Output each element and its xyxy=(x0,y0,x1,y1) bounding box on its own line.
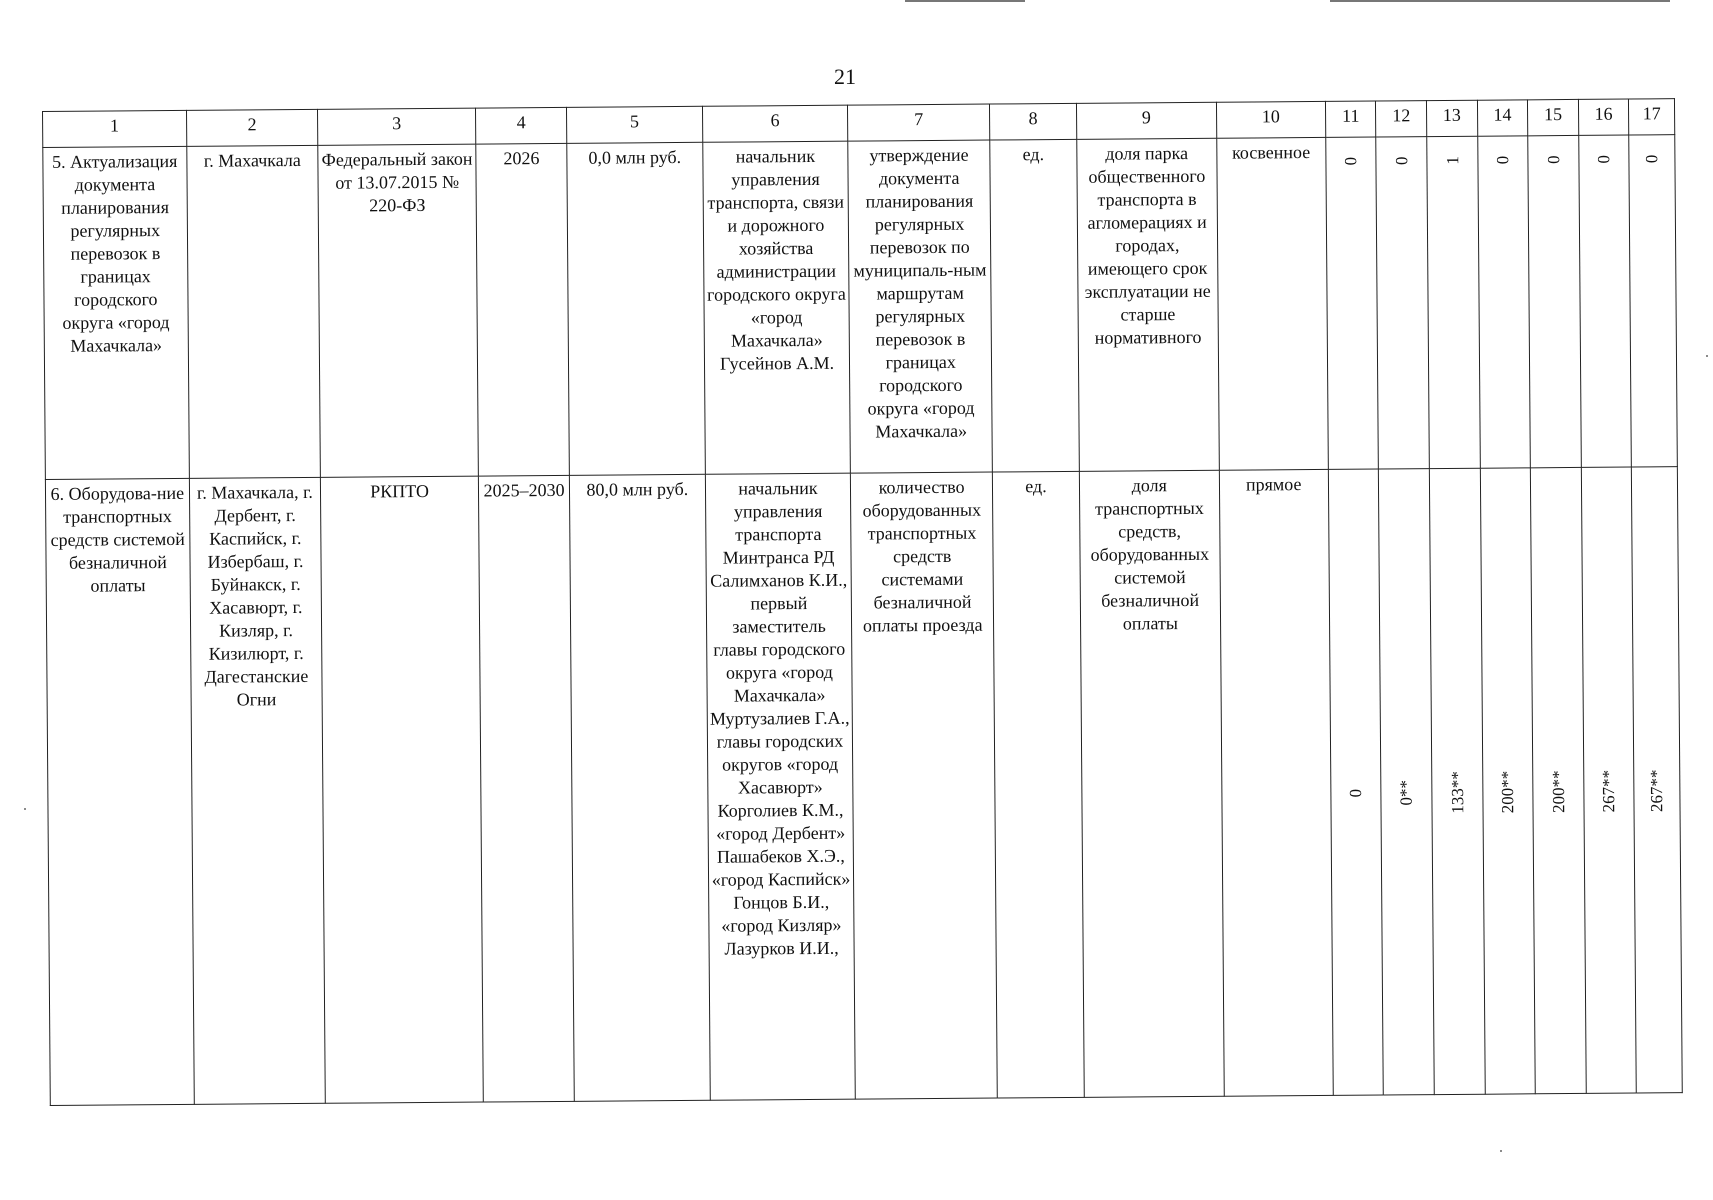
column-header: 8 xyxy=(989,103,1076,140)
value-text: 0 xyxy=(1493,155,1513,164)
funding: 80,0 млн руб. xyxy=(569,474,709,1101)
column-header: 2 xyxy=(186,109,318,146)
column-header: 13 xyxy=(1426,100,1477,136)
value-text: 0 xyxy=(1642,154,1662,163)
value-text: 0 xyxy=(1594,154,1614,164)
responsible: начальник управления транспорта Минтранса РД Салимханов К.И., первый заместитель главы городского округа «город Махачкала» Муртузалиев Г.А., главы городских округов «город Хасавюрт» Корголиев К.М., «город Дербент» Пашабеков Х.Э., «город Каспийск» Гонцов Б.И., «город Кизляр» Лазурков И.И., xyxy=(705,473,856,1100)
value-cell xyxy=(1579,135,1632,467)
table-row xyxy=(45,467,1682,1106)
column-header: 17 xyxy=(1629,99,1675,135)
value-text: 1 xyxy=(1442,155,1462,165)
value-text: 0** xyxy=(1397,779,1417,806)
result: утверждение документа планирования регулярных перевозок по муниципаль-ным маршрутам регулярных перевозок в границах городского округа «город Махачкала» xyxy=(848,140,992,473)
impact-type: косвенное xyxy=(1216,137,1328,470)
legal-basis: Федеральный закон от 13.07.2015 № 220-ФЗ xyxy=(318,144,478,477)
value-cell xyxy=(1427,136,1480,468)
scan-edge-mark xyxy=(1330,0,1670,2)
value-text: 0 xyxy=(1392,155,1412,165)
result: количество оборудованных транспортных средств системами безналичной оплаты проезда xyxy=(851,472,998,1099)
deadline: 2025–2030 xyxy=(478,475,574,1102)
page-number: 21 xyxy=(834,64,856,89)
territory: г. Махачкала xyxy=(186,145,320,478)
value-cell xyxy=(1376,137,1429,469)
legal-basis: РКПТО xyxy=(321,476,484,1103)
scan-speck xyxy=(1500,1150,1502,1152)
column-header: 11 xyxy=(1325,101,1376,137)
value-cell xyxy=(1629,135,1677,467)
program-table-container xyxy=(42,98,1683,1106)
value-text: 267** xyxy=(1647,769,1667,812)
unit: ед. xyxy=(992,471,1084,1098)
value-cell xyxy=(1379,469,1434,1095)
column-header: 3 xyxy=(318,108,476,145)
value-text: 0 xyxy=(1543,154,1563,164)
column-header: 15 xyxy=(1528,99,1579,135)
value-cell xyxy=(1326,137,1379,469)
activity-name: 5. Актуализация документа планирования регулярных перевозок в границах городского округа «город Махачкала» xyxy=(43,146,189,479)
indicator: доля транспортных средств, оборудованных системой безналичной оплаты xyxy=(1079,470,1224,1097)
value-text: 200** xyxy=(1548,769,1569,813)
value-text: 200** xyxy=(1498,770,1518,813)
column-header: 1 xyxy=(43,110,187,147)
scan-edge-mark xyxy=(905,0,1025,2)
activity-name: 6. Оборудова-ние транспортных средств системой безналичной оплаты xyxy=(45,478,194,1105)
territory: г. Махачкала, г. Дербент, г. Каспийск, г. Избербаш, г. Буйнакск, г. Хасавюрт, г. Кизляр, г. Кизилюрт, г. Дагестанские Огни xyxy=(189,477,325,1104)
column-header: 9 xyxy=(1076,102,1216,139)
value-cell xyxy=(1531,467,1586,1093)
scan-speck xyxy=(24,808,26,810)
responsible: начальник управления транспорта, связи и дорожного хозяйства администрации городского округа «город Махачкала» Гусейнов А.М. xyxy=(702,141,850,474)
scan-speck xyxy=(1706,355,1708,357)
column-header: 14 xyxy=(1477,100,1528,136)
value-text: 0 xyxy=(1346,788,1366,798)
unit: ед. xyxy=(990,139,1080,472)
deadline: 2026 xyxy=(476,143,570,476)
impact-type: прямое xyxy=(1219,469,1333,1096)
value-cell xyxy=(1328,469,1383,1095)
funding: 0,0 млн руб. xyxy=(567,142,705,475)
value-cell xyxy=(1477,136,1530,468)
value-text: 0 xyxy=(1341,156,1361,166)
table-row xyxy=(43,135,1678,480)
program-table xyxy=(42,98,1683,1106)
column-header: 7 xyxy=(848,104,990,141)
value-cell xyxy=(1429,468,1484,1094)
value-text: 267** xyxy=(1599,769,1619,813)
column-header: 16 xyxy=(1578,99,1629,135)
value-cell xyxy=(1480,468,1535,1094)
indicator: доля парка общественного транспорта в агломерациях и городах, имеющего срок эксплуатации не старше нормативного xyxy=(1077,138,1219,471)
column-header: 6 xyxy=(702,105,848,142)
column-header: 12 xyxy=(1376,101,1427,137)
column-header: 10 xyxy=(1216,101,1326,138)
value-text: 133** xyxy=(1447,770,1467,814)
value-cell xyxy=(1528,135,1581,467)
column-header: 5 xyxy=(567,106,703,143)
value-cell xyxy=(1632,467,1683,1093)
column-header: 4 xyxy=(476,107,567,144)
value-cell xyxy=(1581,467,1636,1093)
